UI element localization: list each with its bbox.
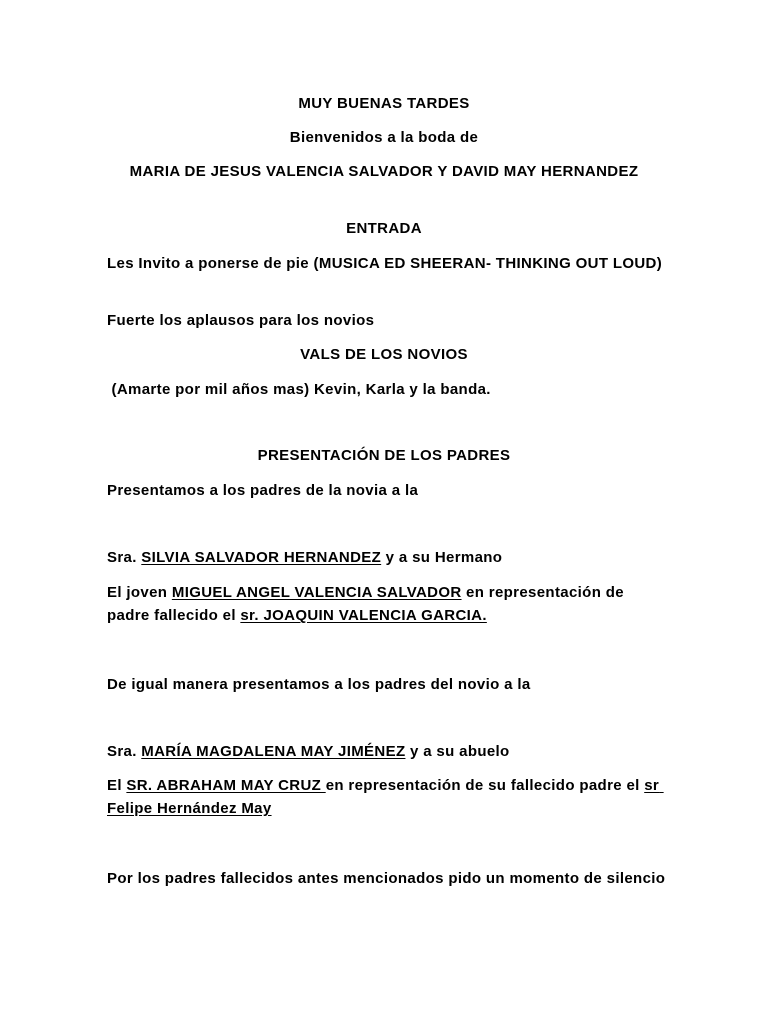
groom-mother-prefix: Sra.	[107, 743, 142, 760]
silence-line: Por los padres fallecidos antes mencionados pido un momento de silencio	[107, 870, 666, 887]
bride-father-name: sr. JOAQUIN VALENCIA GARCIA.	[240, 607, 487, 624]
groom-mother-name: MARÍA MAGDALENA MAY JIMÉNEZ	[141, 743, 406, 760]
waltz-heading: VALS DE LOS NOVIOS	[300, 346, 468, 363]
groom-grandfather-prefix: El	[107, 777, 127, 794]
groom-grandfather-line	[107, 774, 667, 820]
groom-grandfather-middle: en representación de su fallecido padre el	[325, 777, 645, 794]
bride-mother-name: SILVIA SALVADOR HERNANDEZ	[141, 549, 382, 566]
entrance-heading: ENTRADA	[346, 220, 422, 237]
groom-parents-intro: De igual manera presentamos a los padres del novio a la	[107, 676, 531, 693]
bride-brother-line	[107, 581, 667, 627]
bride-mother-line	[107, 546, 667, 569]
bride-brother-middle: en representación de padre fallecido el	[107, 584, 629, 624]
applause-line: Fuerte los aplausos para los novios	[107, 312, 375, 329]
stand-up-line: Les Invito a ponerse de pie (MUSICA ED SHEERAN- THINKING OUT LOUD)	[107, 255, 663, 272]
bride-mother-suffix: y a su Hermano	[381, 549, 503, 566]
welcome-line: Bienvenidos a la boda de	[289, 129, 479, 146]
groom-father-name: sr Felipe Hernández May	[107, 777, 664, 817]
bride-brother-name: MIGUEL ANGEL VALENCIA SALVADOR	[171, 584, 462, 601]
couple-names: MARIA DE JESUS VALENCIA SALVADOR Y DAVID MAY HERNANDEZ	[129, 163, 639, 180]
groom-mother-suffix: y a su abuelo	[405, 743, 510, 760]
bride-mother-prefix: Sra.	[107, 549, 142, 566]
parents-heading: PRESENTACIÓN DE LOS PADRES	[257, 447, 511, 464]
bride-parents-intro: Presentamos a los padres de la novia a la	[107, 482, 419, 499]
groom-mother-line	[107, 740, 667, 763]
waltz-song-line: (Amarte por mil años mas) Kevin, Karla y la banda.	[107, 381, 491, 398]
greeting-heading: MUY BUENAS TARDES	[298, 95, 470, 112]
groom-grandfather-name: SR. ABRAHAM MAY CRUZ	[126, 777, 326, 794]
bride-brother-prefix: El joven	[107, 584, 172, 601]
